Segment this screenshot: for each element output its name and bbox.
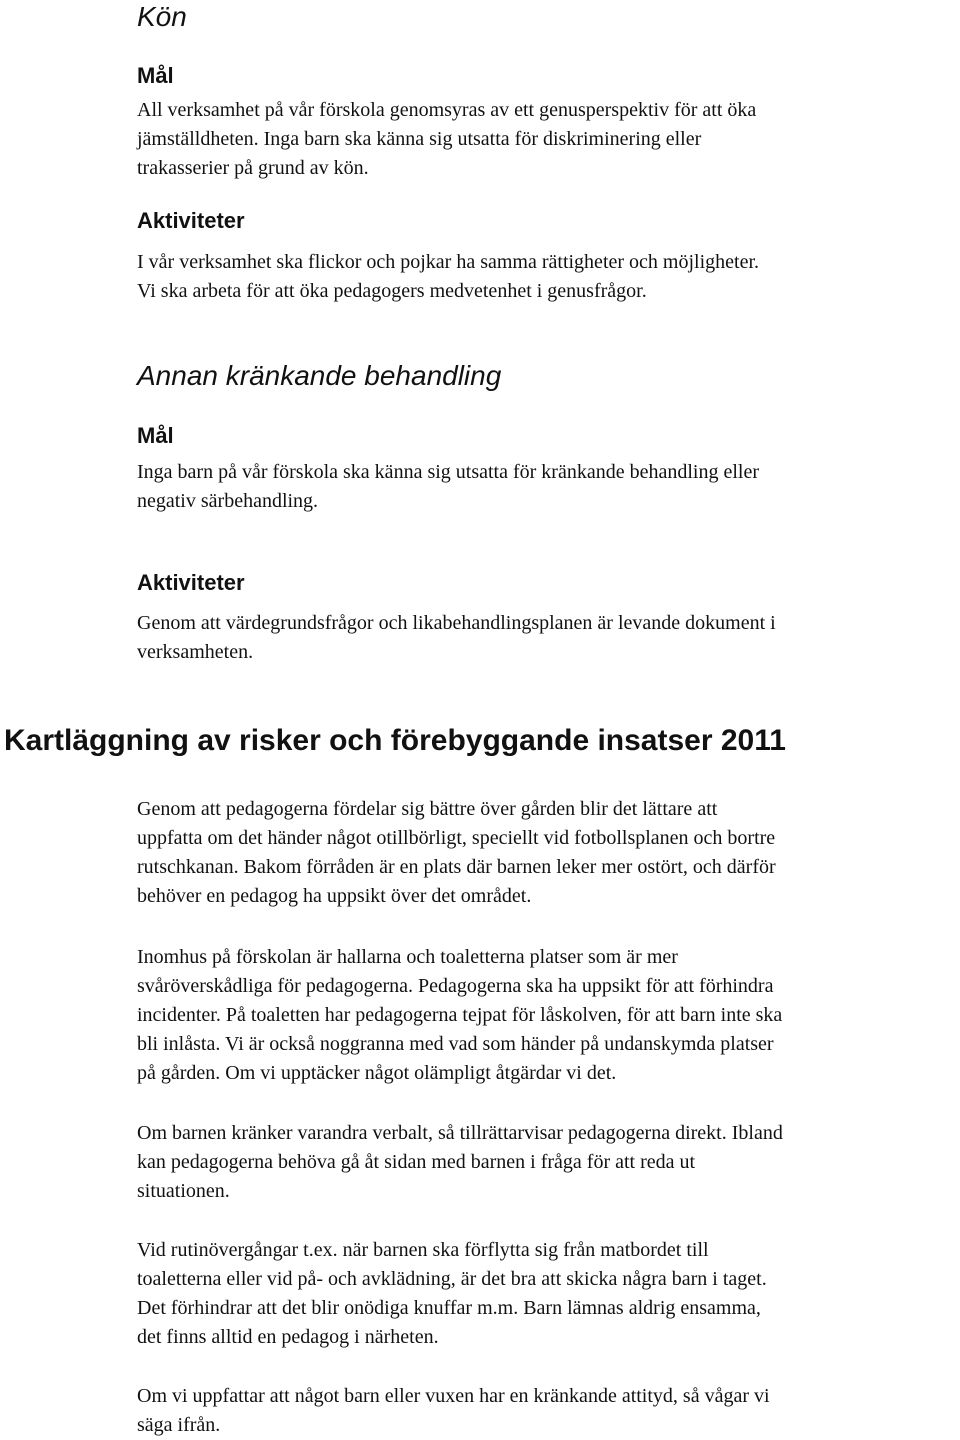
- text-line: uppfatta om det händer något otillbörligt, speciellt vid fotbollsplanen och bortre: [137, 827, 776, 849]
- kartlaggning-paragraph-1: [137, 795, 959, 911]
- kartlaggning-paragraph-5: [137, 1382, 959, 1440]
- aktiviteter-paragraph-annan: [137, 609, 959, 667]
- text-line: Om vi uppfattar att något barn eller vuxen har en kränkande attityd, så vågar vi: [137, 1385, 770, 1407]
- section-title-annan: Annan kränkande behandling: [137, 360, 502, 391]
- text-line: Det förhindrar att det blir onödiga knuffar m.m. Barn lämnas aldrig ensamma,: [137, 1297, 761, 1319]
- text-line: det finns alltid en pedagog i närheten.: [137, 1326, 439, 1348]
- text-line: säga ifrån.: [137, 1414, 221, 1436]
- text-line: behöver en pedagog ha uppsikt över det området.: [137, 885, 532, 907]
- aktiviteter-heading-kon: Aktiviteter: [137, 208, 245, 233]
- mal-paragraph-kon: [137, 96, 959, 183]
- text-line: Genom att pedagogerna fördelar sig bättre över gården blir det lättare att: [137, 798, 718, 820]
- mal-heading-annan: Mål: [137, 423, 174, 448]
- text-line: på gården. Om vi upptäcker något olämpligt åtgärdar vi det.: [137, 1062, 617, 1084]
- text-line: Inga barn på vår förskola ska känna sig utsatta för kränkande behandling eller: [137, 461, 759, 483]
- text-line: bli inlåsta. Vi är också noggranna med vad som händer på undanskymda platser: [137, 1033, 774, 1055]
- mal-paragraph-annan: [137, 458, 959, 516]
- text-line: svåröverskådliga för pedagogerna. Pedagogerna ska ha uppsikt för att förhindra: [137, 975, 774, 997]
- text-line: Genom att värdegrundsfrågor och likabehandlingsplanen är levande dokument i: [137, 612, 776, 634]
- mal-heading-kon: Mål: [137, 63, 174, 88]
- text-line: rutschkanan. Bakom förråden är en plats där barnen leker mer ostört, och därför: [137, 856, 776, 878]
- text-line: negativ särbehandling.: [137, 490, 319, 512]
- text-line: I vår verksamhet ska flickor och pojkar ha samma rättigheter och möjligheter.: [137, 251, 760, 273]
- aktiviteter-heading-annan: Aktiviteter: [137, 570, 245, 595]
- text-line: kan pedagogerna behöva gå åt sidan med barnen i fråga för att reda ut: [137, 1151, 696, 1173]
- text-line: jämställdheten. Inga barn ska känna sig utsatta för diskriminering eller: [137, 128, 702, 150]
- section-title-kon: Kön: [137, 1, 187, 32]
- text-line: Om barnen kränker varandra verbalt, så tillrättarvisar pedagogerna direkt. Ibland: [137, 1122, 783, 1144]
- text-line: situationen.: [137, 1180, 230, 1202]
- kartlaggning-paragraph-3: [137, 1119, 959, 1206]
- text-line: toaletterna eller vid på- och avklädning, är det bra att skicka några barn i taget.: [137, 1268, 767, 1290]
- text-line: verksamheten.: [137, 641, 254, 663]
- text-line: trakasserier på grund av kön.: [137, 157, 369, 179]
- text-line: All verksamhet på vår förskola genomsyras av ett genusperspektiv för att öka: [137, 99, 757, 121]
- kartlaggning-paragraph-4: [137, 1236, 959, 1352]
- text-line: incidenter. På toaletten har pedagogerna tejpat för låskolven, för att barn inte ska: [137, 1004, 783, 1026]
- text-line: Inomhus på förskolan är hallarna och toaletterna platser som är mer: [137, 946, 678, 968]
- kartlaggning-paragraph-2: [137, 943, 959, 1088]
- text-line: Vi ska arbeta för att öka pedagogers medvetenhet i genusfrågor.: [137, 280, 647, 302]
- section-title-kartlaggning: Kartläggning av risker och förebyggande insatser 2011: [4, 724, 786, 757]
- text-line: Vid rutinövergångar t.ex. när barnen ska förflytta sig från matbordet till: [137, 1239, 709, 1261]
- aktiviteter-paragraph-kon: [137, 248, 959, 306]
